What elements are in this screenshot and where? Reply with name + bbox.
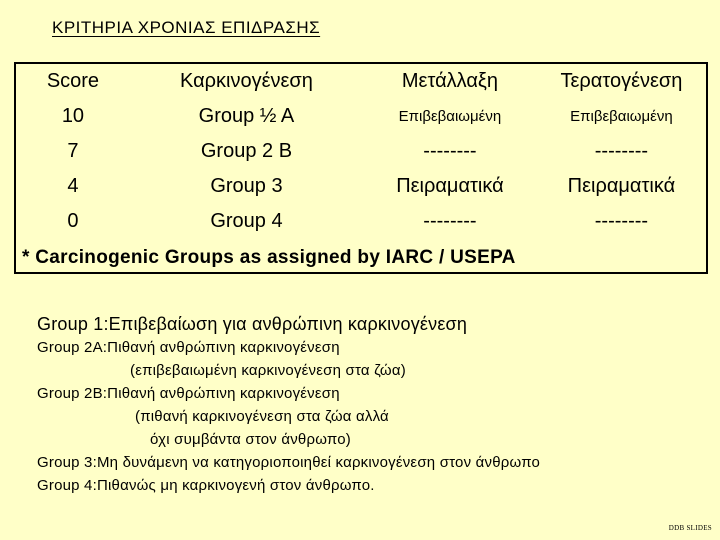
table-row [16, 99, 706, 134]
table-row [16, 134, 706, 169]
group-legend [37, 313, 540, 497]
legend-group-2b-note: (πιθανή καρκινογένεση στα ζώα αλλά [135, 408, 389, 425]
cell-mutation: -------- [423, 210, 477, 232]
table-row [16, 204, 706, 239]
cell-teratogenesis: Επιβεβαιωμένη [570, 108, 673, 125]
page-title: ΚΡΙΤΗΡΙΑ ΧΡΟΝΙΑΣ ΕΠΙΔΡΑΣΗΣ [52, 18, 321, 37]
cell-group: Group ½ A [198, 105, 295, 127]
legend-group-2b-note-cont: όχι συμβάντα στον άνθρωπο) [150, 431, 351, 448]
cell-score: 7 [67, 140, 79, 162]
header-teratogenesis: Τερατογένεση [560, 70, 683, 92]
cell-teratogenesis: -------- [594, 210, 649, 232]
cell-group: Group 2 B [200, 140, 293, 162]
slide-watermark: DDB SLIDES [668, 524, 712, 532]
cell-group: Group 3 [210, 175, 283, 197]
header-score: Score [46, 70, 100, 92]
legend-group-3: Group 3:Μη δυνάμενη να κατηγοριοποιηθεί καρκινογένεση στον άνθρωπο [37, 454, 541, 471]
cell-score: 0 [67, 210, 79, 232]
table-header-row [16, 64, 706, 99]
table-footnote: * Carcinogenic Groups as assigned by IARC / USEPA [22, 247, 516, 268]
header-mutation: Μετάλλαξη [401, 70, 498, 92]
cell-score: 4 [67, 175, 79, 197]
legend-group-2a: Group 2A:Πιθανή ανθρώπινη καρκινογένεση [37, 339, 340, 356]
cell-teratogenesis: Πειραματικά [567, 175, 676, 197]
cell-group: Group 4 [210, 210, 283, 232]
table-row [16, 169, 706, 204]
legend-group-2a-note: (επιβεβαιωμένη καρκινογένεση στα ζώα) [130, 362, 406, 379]
cell-mutation: Επιβεβαιωμένη [398, 108, 502, 125]
cell-score: 10 [61, 105, 85, 127]
cell-mutation: -------- [423, 140, 477, 162]
cell-teratogenesis: -------- [594, 140, 649, 162]
cell-mutation: Πειραματικά [396, 175, 504, 197]
legend-group-4: Group 4:Πιθανώς μη καρκινογενή στον άνθρωπο. [37, 477, 375, 494]
legend-group-1: Group 1:Επιβεβαίωση για ανθρώπινη καρκινογένεση [37, 314, 468, 334]
header-carcinogenesis: Καρκινογένεση [180, 70, 313, 92]
legend-group-2b: Group 2B:Πιθανή ανθρώπινη καρκινογένεση [37, 385, 340, 402]
score-criteria-box [14, 62, 708, 274]
score-table [16, 64, 706, 239]
